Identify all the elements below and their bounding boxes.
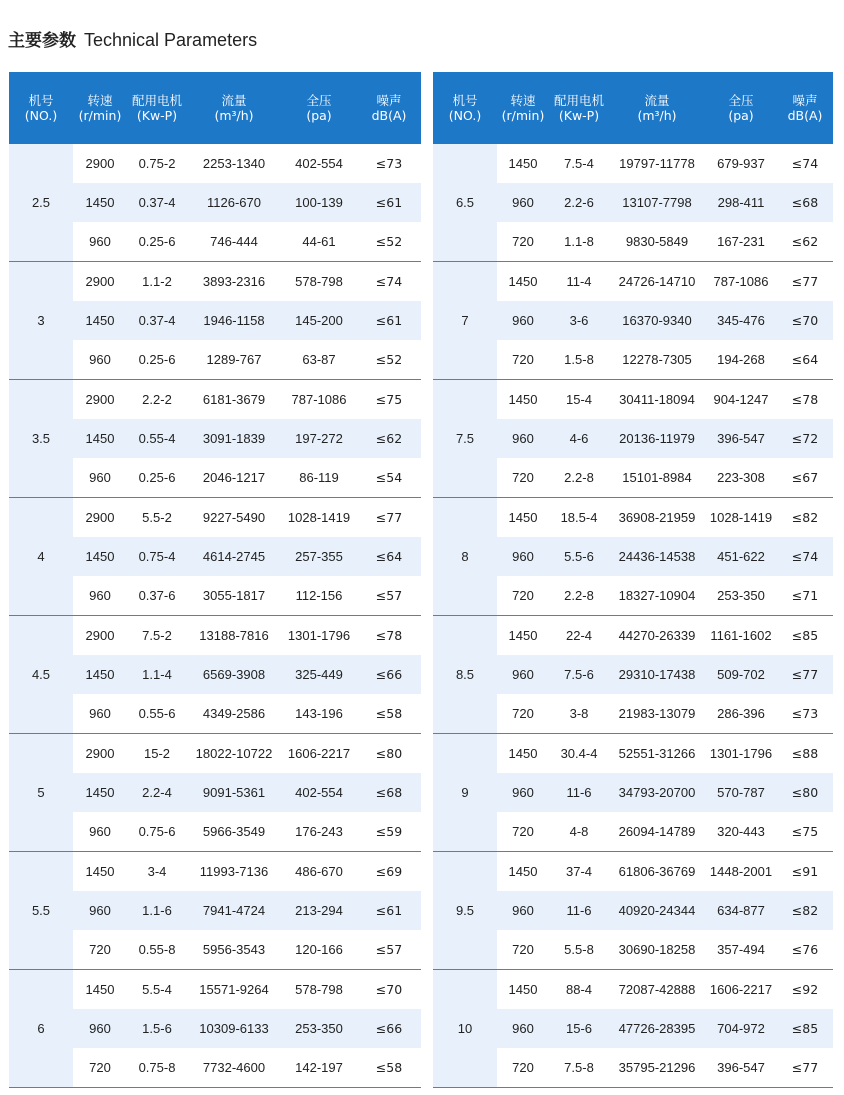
motor-cell: 88-4 (565, 982, 593, 997)
flow-cell: 9830-5849 (609, 222, 705, 262)
speed-cell: 1450 (508, 746, 538, 761)
speed-cell: 1450 (508, 982, 538, 997)
speed-cell: 720 (497, 1048, 549, 1088)
noise-cell: ≤59 (357, 812, 421, 852)
pressure-cell: 904-1247 (713, 392, 769, 407)
speed-cell: 1450 (508, 392, 538, 407)
speed-cell: 720 (497, 576, 549, 616)
pressure-cell: 44-61 (281, 222, 357, 262)
pressure-cell: 142-197 (281, 1048, 357, 1088)
noise-cell: ≤52 (357, 340, 421, 380)
pressure-cell: 86-119 (281, 458, 357, 498)
speed-cell: 1450 (73, 537, 127, 576)
motor-cell: 7.5-8 (549, 1048, 609, 1088)
motor-cell: 0.25-6 (127, 458, 187, 498)
pressure-cell: 704-972 (705, 1009, 777, 1048)
header-noise: 噪声 dB(A) (357, 72, 421, 144)
header-motor: 配用电机 (Kw-P) (549, 72, 609, 144)
speed-cell: 1450 (73, 655, 127, 694)
flow-cell: 72087-42888 (618, 982, 696, 997)
flow-cell: 24726-14710 (618, 274, 696, 289)
motor-cell: 2.2-8 (549, 458, 609, 498)
model-cell: 4 (9, 498, 73, 616)
motor-cell: 0.75-4 (127, 537, 187, 576)
speed-cell: 960 (497, 183, 549, 222)
flow-cell: 15101-8984 (609, 458, 705, 498)
speed-cell: 960 (73, 340, 127, 380)
speed-cell: 1450 (85, 982, 115, 997)
speed-cell: 720 (497, 694, 549, 734)
motor-cell: 0.25-6 (127, 340, 187, 380)
speed-cell: 960 (73, 458, 127, 498)
pressure-cell: 1301-1796 (287, 628, 351, 643)
pressure-cell: 194-268 (705, 340, 777, 380)
motor-cell: 0.75-6 (127, 812, 187, 852)
noise-cell: ≤70 (375, 982, 403, 997)
noise-cell: ≤58 (357, 694, 421, 734)
noise-cell: ≤77 (777, 655, 833, 694)
table-row (433, 734, 833, 774)
speed-cell: 1450 (73, 419, 127, 458)
noise-cell: ≤92 (791, 982, 819, 997)
pressure-cell: 63-87 (281, 340, 357, 380)
noise-cell: ≤61 (357, 183, 421, 222)
pressure-cell: 486-670 (295, 864, 343, 879)
speed-cell: 2900 (85, 274, 115, 289)
flow-cell: 30690-18258 (609, 930, 705, 970)
model-cell: 5.5 (9, 852, 73, 970)
speed-cell: 1450 (73, 301, 127, 340)
flow-cell: 13188-7816 (199, 628, 269, 643)
flow-cell: 52551-31266 (618, 746, 696, 761)
flow-cell: 19797-11778 (619, 156, 695, 171)
pressure-cell: 1448-2001 (709, 864, 773, 879)
speed-cell: 2900 (85, 156, 115, 171)
model-cell: 8.5 (433, 616, 497, 734)
flow-cell: 16370-9340 (609, 301, 705, 340)
table-row (433, 144, 833, 183)
pressure-cell: 253-350 (705, 576, 777, 616)
speed-cell: 960 (73, 222, 127, 262)
motor-cell: 5.5-8 (549, 930, 609, 970)
flow-cell: 10309-6133 (187, 1009, 281, 1048)
page-title (8, 26, 257, 51)
motor-cell: 4-8 (549, 812, 609, 852)
model-cell: 7.5 (433, 380, 497, 498)
pressure-cell: 1606-2217 (287, 746, 351, 761)
speed-cell: 720 (497, 340, 549, 380)
noise-cell: ≤80 (777, 773, 833, 812)
motor-cell: 1.1-6 (127, 891, 187, 930)
flow-cell: 746-444 (187, 222, 281, 262)
noise-cell: ≤74 (791, 156, 819, 171)
noise-cell: ≤88 (791, 746, 819, 761)
pressure-cell: 257-355 (281, 537, 357, 576)
noise-cell: ≤82 (791, 510, 819, 525)
flow-cell: 15571-9264 (199, 982, 269, 997)
table-row (433, 970, 833, 1010)
table-header-row (433, 72, 833, 144)
pressure-cell: 1028-1419 (709, 510, 773, 525)
pressure-cell: 787-1086 (291, 392, 347, 407)
pressure-cell: 1301-1796 (709, 746, 773, 761)
noise-cell: ≤77 (375, 510, 403, 525)
motor-cell: 0.55-8 (127, 930, 187, 970)
speed-cell: 1450 (85, 864, 115, 879)
pressure-cell: 357-494 (705, 930, 777, 970)
noise-cell: ≤75 (375, 392, 403, 407)
motor-cell: 2.2-2 (142, 392, 172, 407)
noise-cell: ≤67 (777, 458, 833, 498)
pressure-cell: 197-272 (281, 419, 357, 458)
noise-cell: ≤64 (357, 537, 421, 576)
table-row (9, 262, 421, 302)
flow-cell: 47726-28395 (609, 1009, 705, 1048)
speed-cell: 960 (73, 694, 127, 734)
pressure-cell: 679-937 (717, 156, 765, 171)
flow-cell: 4349-2586 (187, 694, 281, 734)
model-cell: 3 (9, 262, 73, 380)
noise-cell: ≤66 (357, 655, 421, 694)
pressure-cell: 1161-1602 (710, 628, 772, 643)
header-motor: 配用电机 (Kw-P) (127, 72, 187, 144)
speed-cell: 960 (497, 537, 549, 576)
motor-cell: 37-4 (565, 864, 593, 879)
speed-cell: 960 (497, 1009, 549, 1048)
table-row (9, 970, 421, 1010)
model-cell: 9 (433, 734, 497, 852)
motor-cell: 1.5-8 (549, 340, 609, 380)
motor-cell: 11-4 (566, 274, 592, 289)
header-pressure: 全压 (pa) (705, 72, 777, 144)
motor-cell: 0.55-6 (127, 694, 187, 734)
noise-cell: ≤62 (777, 222, 833, 262)
speed-cell: 960 (73, 576, 127, 616)
motor-cell: 15-6 (549, 1009, 609, 1048)
motor-cell: 5.5-6 (549, 537, 609, 576)
noise-cell: ≤76 (777, 930, 833, 970)
flow-cell: 7941-4724 (187, 891, 281, 930)
pressure-cell: 176-243 (281, 812, 357, 852)
motor-cell: 4-6 (549, 419, 609, 458)
pressure-cell: 253-350 (281, 1009, 357, 1048)
motor-cell: 18.5-4 (560, 510, 598, 525)
flow-cell: 2046-1217 (187, 458, 281, 498)
noise-cell: ≤71 (777, 576, 833, 616)
header-speed: 转速 (r/min) (497, 72, 549, 144)
flow-cell: 1946-1158 (187, 301, 281, 340)
pressure-cell: 345-476 (705, 301, 777, 340)
speed-cell: 960 (497, 301, 549, 340)
page-title-en: Technical Parameters (84, 30, 258, 50)
noise-cell: ≤61 (357, 301, 421, 340)
motor-cell: 1.1-8 (549, 222, 609, 262)
model-cell: 6 (9, 970, 73, 1088)
pressure-cell: 509-702 (705, 655, 777, 694)
noise-cell: ≤80 (375, 746, 403, 761)
pressure-cell: 320-443 (705, 812, 777, 852)
flow-cell: 1289-767 (187, 340, 281, 380)
noise-cell: ≤64 (777, 340, 833, 380)
motor-cell: 22-4 (565, 628, 593, 643)
model-cell: 5 (9, 734, 73, 852)
model-cell: 10 (433, 970, 497, 1088)
motor-cell: 11-6 (549, 891, 609, 930)
noise-cell: ≤57 (357, 576, 421, 616)
pressure-cell: 325-449 (281, 655, 357, 694)
pressure-cell: 451-622 (705, 537, 777, 576)
pressure-cell: 402-554 (295, 156, 343, 171)
motor-cell: 1.1-2 (142, 274, 172, 289)
speed-cell: 720 (73, 1048, 127, 1088)
flow-cell: 44270-26339 (618, 628, 696, 643)
motor-cell: 11-6 (549, 773, 609, 812)
pressure-cell: 634-877 (705, 891, 777, 930)
pressure-cell: 578-798 (295, 982, 343, 997)
noise-cell: ≤57 (357, 930, 421, 970)
motor-cell: 7.5-2 (142, 628, 172, 643)
table-row (9, 380, 421, 420)
page-title-zh: 主要参数 (8, 31, 76, 51)
flow-cell: 34793-20700 (609, 773, 705, 812)
motor-cell: 1.1-4 (127, 655, 187, 694)
header-model: 机号 (NO.) (433, 72, 497, 144)
pressure-cell: 167-231 (705, 222, 777, 262)
model-cell: 6.5 (433, 144, 497, 262)
header-speed: 转速 (r/min) (73, 72, 127, 144)
pressure-cell: 787-1086 (713, 274, 769, 289)
noise-cell: ≤68 (777, 183, 833, 222)
flow-cell: 24436-14538 (609, 537, 705, 576)
motor-cell: 0.37-4 (127, 301, 187, 340)
noise-cell: ≤85 (777, 1009, 833, 1048)
model-cell: 8 (433, 498, 497, 616)
noise-cell: ≤66 (357, 1009, 421, 1048)
header-pressure: 全压 (pa) (281, 72, 357, 144)
noise-cell: ≤77 (791, 274, 819, 289)
motor-cell: 7.5-6 (549, 655, 609, 694)
motor-cell: 5.5-2 (142, 510, 172, 525)
speed-cell: 2900 (85, 628, 115, 643)
table-row (433, 852, 833, 892)
pressure-cell: 1606-2217 (709, 982, 773, 997)
noise-cell: ≤52 (357, 222, 421, 262)
speed-cell: 1450 (508, 864, 538, 879)
flow-cell: 9227-5490 (202, 510, 266, 525)
model-cell: 9.5 (433, 852, 497, 970)
pressure-cell: 100-139 (281, 183, 357, 222)
noise-cell: ≤73 (375, 156, 403, 171)
noise-cell: ≤62 (357, 419, 421, 458)
motor-cell: 0.55-4 (127, 419, 187, 458)
flow-cell: 6181-3679 (202, 392, 266, 407)
flow-cell: 3055-1817 (187, 576, 281, 616)
noise-cell: ≤74 (777, 537, 833, 576)
pressure-cell: 570-787 (705, 773, 777, 812)
speed-cell: 720 (497, 812, 549, 852)
flow-cell: 2253-1340 (202, 156, 266, 171)
noise-cell: ≤91 (791, 864, 819, 879)
motor-cell: 3-4 (147, 864, 167, 879)
speed-cell: 960 (73, 891, 127, 930)
flow-cell: 40920-24344 (609, 891, 705, 930)
motor-cell: 2.2-8 (549, 576, 609, 616)
flow-cell: 4614-2745 (187, 537, 281, 576)
speed-cell: 2900 (85, 746, 115, 761)
flow-cell: 18022-10722 (195, 746, 273, 761)
table-row (9, 852, 421, 892)
flow-cell: 11993-7136 (199, 864, 269, 879)
pressure-cell: 1028-1419 (287, 510, 351, 525)
motor-cell: 0.37-4 (127, 183, 187, 222)
motor-cell: 2.2-4 (127, 773, 187, 812)
flow-cell: 30411-18094 (619, 392, 695, 407)
pressure-cell: 213-294 (281, 891, 357, 930)
flow-cell: 20136-11979 (609, 419, 705, 458)
table-row (433, 380, 833, 420)
speed-cell: 960 (73, 812, 127, 852)
table-row (9, 616, 421, 656)
flow-cell: 12278-7305 (609, 340, 705, 380)
pressure-cell: 396-547 (705, 419, 777, 458)
pressure-cell: 298-411 (705, 183, 777, 222)
speed-cell: 720 (73, 930, 127, 970)
parameters-table-left (9, 72, 421, 1088)
pressure-cell: 112-156 (281, 576, 357, 616)
speed-cell: 960 (73, 1009, 127, 1048)
flow-cell: 5956-3543 (187, 930, 281, 970)
flow-cell: 13107-7798 (609, 183, 705, 222)
noise-cell: ≤58 (357, 1048, 421, 1088)
speed-cell: 2900 (85, 392, 115, 407)
noise-cell: ≤72 (777, 419, 833, 458)
motor-cell: 3-6 (549, 301, 609, 340)
motor-cell: 15-4 (565, 392, 593, 407)
table-row (9, 498, 421, 538)
motor-cell: 30.4-4 (560, 746, 598, 761)
speed-cell: 960 (497, 891, 549, 930)
flow-cell: 61806-36769 (618, 864, 696, 879)
pressure-cell: 145-200 (281, 301, 357, 340)
parameters-table-right (433, 72, 833, 1088)
motor-cell: 0.75-2 (138, 156, 176, 171)
motor-cell: 3-8 (549, 694, 609, 734)
pressure-cell: 286-396 (705, 694, 777, 734)
flow-cell: 9091-5361 (187, 773, 281, 812)
pressure-cell: 223-308 (705, 458, 777, 498)
noise-cell: ≤85 (791, 628, 819, 643)
speed-cell: 2900 (85, 510, 115, 525)
model-cell: 4.5 (9, 616, 73, 734)
speed-cell: 720 (497, 930, 549, 970)
model-cell: 2.5 (9, 144, 73, 262)
flow-cell: 5966-3549 (187, 812, 281, 852)
speed-cell: 1450 (73, 183, 127, 222)
header-noise: 噪声 dB(A) (777, 72, 833, 144)
speed-cell: 720 (497, 222, 549, 262)
flow-cell: 29310-17438 (609, 655, 705, 694)
flow-cell: 35795-21296 (609, 1048, 705, 1088)
speed-cell: 960 (497, 655, 549, 694)
speed-cell: 720 (497, 458, 549, 498)
flow-cell: 7732-4600 (187, 1048, 281, 1088)
noise-cell: ≤61 (357, 891, 421, 930)
model-cell: 3.5 (9, 380, 73, 498)
flow-cell: 26094-14789 (609, 812, 705, 852)
flow-cell: 3893-2316 (202, 274, 266, 289)
table-row (433, 262, 833, 302)
flow-cell: 36908-21959 (618, 510, 696, 525)
noise-cell: ≤68 (357, 773, 421, 812)
motor-cell: 7.5-4 (564, 156, 594, 171)
pressure-cell: 396-547 (705, 1048, 777, 1088)
header-flow: 流量 (m³/h) (187, 72, 281, 144)
pressure-cell: 120-166 (281, 930, 357, 970)
noise-cell: ≤73 (777, 694, 833, 734)
noise-cell: ≤69 (375, 864, 403, 879)
noise-cell: ≤78 (791, 392, 819, 407)
flow-cell: 1126-670 (187, 183, 281, 222)
noise-cell: ≤82 (777, 891, 833, 930)
table-header-row (9, 72, 421, 144)
header-flow: 流量 (m³/h) (609, 72, 705, 144)
table-row (433, 616, 833, 656)
noise-cell: ≤78 (375, 628, 403, 643)
noise-cell: ≤70 (777, 301, 833, 340)
flow-cell: 18327-10904 (609, 576, 705, 616)
motor-cell: 5.5-4 (142, 982, 172, 997)
speed-cell: 1450 (508, 156, 538, 171)
noise-cell: ≤77 (777, 1048, 833, 1088)
speed-cell: 1450 (73, 773, 127, 812)
speed-cell: 1450 (508, 274, 538, 289)
flow-cell: 21983-13079 (609, 694, 705, 734)
motor-cell: 2.2-6 (549, 183, 609, 222)
flow-cell: 3091-1839 (187, 419, 281, 458)
model-cell: 7 (433, 262, 497, 380)
header-model: 机号 (NO.) (9, 72, 73, 144)
motor-cell: 1.5-6 (127, 1009, 187, 1048)
motor-cell: 0.75-8 (127, 1048, 187, 1088)
pressure-cell: 578-798 (295, 274, 343, 289)
motor-cell: 0.37-6 (127, 576, 187, 616)
speed-cell: 960 (497, 773, 549, 812)
table-row (9, 144, 421, 183)
noise-cell: ≤54 (357, 458, 421, 498)
pressure-cell: 402-554 (281, 773, 357, 812)
motor-cell: 0.25-6 (127, 222, 187, 262)
noise-cell: ≤74 (375, 274, 403, 289)
speed-cell: 960 (497, 419, 549, 458)
pressure-cell: 143-196 (281, 694, 357, 734)
noise-cell: ≤75 (777, 812, 833, 852)
motor-cell: 15-2 (143, 746, 171, 761)
table-row (9, 734, 421, 774)
table-row (433, 498, 833, 538)
flow-cell: 6569-3908 (187, 655, 281, 694)
speed-cell: 1450 (508, 510, 538, 525)
speed-cell: 1450 (508, 628, 538, 643)
